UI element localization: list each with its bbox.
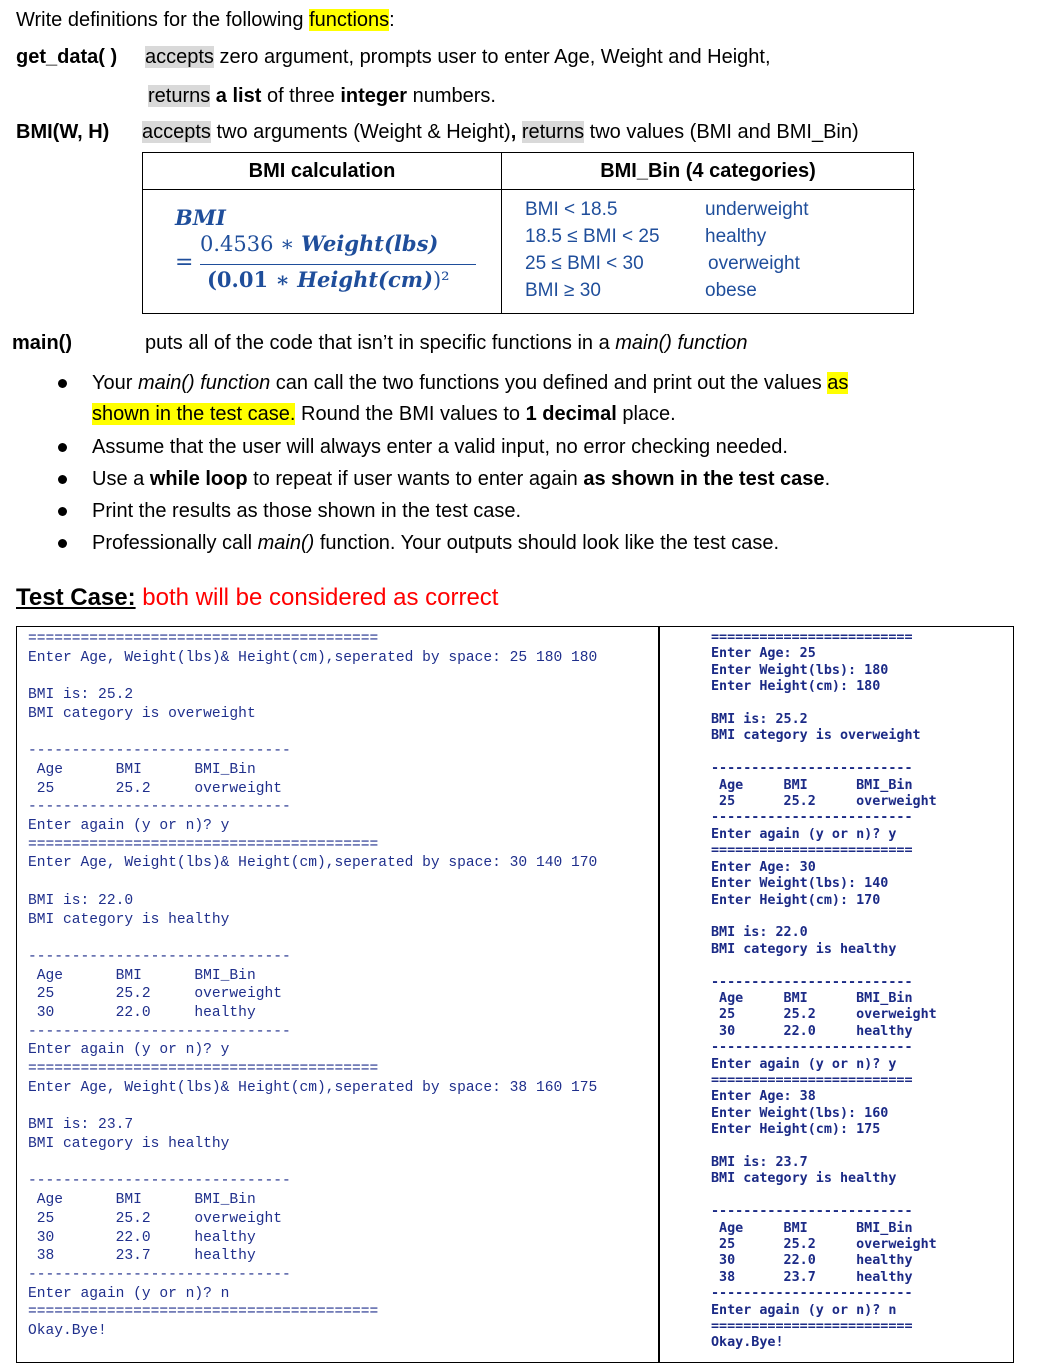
table-header-bin: BMI_Bin (4 categories) <box>501 153 915 190</box>
console-panel-right <box>658 626 1014 1363</box>
bmi-accepts: accepts <box>142 121 211 143</box>
formula-numerator <box>200 231 438 256</box>
bullet-dot <box>58 379 67 388</box>
bmi-returns: returns <box>521 121 585 143</box>
formula-denominator <box>207 267 450 292</box>
bullet-dot <box>58 475 67 484</box>
range-list <box>525 196 660 304</box>
bmi-end: two values (BMI and BMI_Bin) <box>584 121 859 143</box>
get-data-desc2 <box>148 84 496 108</box>
bullet-4: Print the results as those shown in the test case. <box>92 500 522 522</box>
bullet1-d: place. <box>616 403 676 425</box>
bullet-1-line2 <box>92 402 676 426</box>
formula-equals: = <box>175 250 194 275</box>
get-data-desc1 <box>145 45 771 69</box>
main-desc-text: puts all of the code that isn’t in specific functions in a <box>145 332 616 354</box>
get-data-mid: of three <box>261 85 341 107</box>
bullet-dot <box>58 443 67 452</box>
console-left-output: ======================================== Enter Age, Weight(lbs)& Height(cm),seperated by space: 25 180 180 BMI is: 25.2 BMI category is overweight ------------------------------ Age BMI BMI_Bin 25 25.2 overweight ------------------------------ Enter again (y or n)? y ======================================== Enter Age, Weight(lbs)& Height(cm),seperated by space: 30 140 170 BMI is: 22.0 BMI category is healthy ------------------------------ Age BMI BMI_Bin 25 25.2 overweight 30 22.0 healthy ------------------------------ Enter again (y or n)? y ======================================== Enter Age, Weight(lbs)& Height(cm),seperated by space: 38 160 175 BMI is: 23.7 BMI category is healthy ------------------------------ Age BMI BMI_Bin 25 25.2 overweight 30 22.0 healthy 38 23.7 healthy ------------------------------ Enter again (y or n)? n ======================================== Okay.Bye! <box>28 631 598 1340</box>
bullet1-highlight-as: as <box>827 372 849 394</box>
bmi-signature: BMI(W, H) <box>16 121 110 143</box>
formula-den-coef: (0.01 ∗ <box>207 267 298 292</box>
testcase-heading <box>16 583 498 613</box>
bullet1-bold: 1 decimal <box>525 403 617 425</box>
main-desc <box>145 331 748 355</box>
bullet1-c: Round the BMI values to <box>295 403 526 425</box>
bullet3-a: Use a <box>92 468 150 490</box>
bullet1-a: Your <box>92 372 138 394</box>
console-right-output: ========================= Enter Age: 25 Enter Weight(lbs): 180 Enter Height(cm): 180 BMI is: 25.2 BMI category is overweight ------------------------- Age BMI BMI_Bin 25 25.2 overweight ------------------------- Enter again (y or n)? y ========================= Enter Age: 30 Enter Weight(lbs): 140 Enter Height(cm): 170 BMI is: 22.0 BMI category is healthy ------------------------- Age BMI BMI_Bin 25 25.2 overweight 30 22.0 healthy ------------------------- Enter again (y or n)? y ========================= Enter Age: 38 Enter Weight(lbs): 160 Enter Height(cm): 175 BMI is: 23.7 BMI category is healthy ------------------------- Age BMI BMI_Bin 25 25.2 overweight 30 22.0 healthy 38 23.7 healthy ------------------------- Enter again (y or n)? n ========================= Okay.Bye! <box>711 630 937 1351</box>
bmi-mid: two arguments (Weight & Height) <box>210 121 511 143</box>
formula-lhs: BMI <box>175 205 226 230</box>
bullet3-bold: while loop <box>149 468 248 490</box>
bullet3-b: to repeat if user wants to enter again <box>247 468 584 490</box>
category-list <box>705 196 809 304</box>
testcase-note: both will be considered as correct <box>135 584 499 611</box>
bullet-1-line1 <box>92 371 848 395</box>
bmi-comma: , <box>510 121 522 143</box>
bullet-2: Assume that the user will always enter a valid input, no error checking needed. <box>92 436 788 458</box>
bullet5-a: Professionally call <box>92 532 258 554</box>
category-overweight: overweight <box>708 253 800 274</box>
formula-num-coef: 0.4536 ∗ <box>200 232 302 256</box>
range-obese: BMI ≥ 30 <box>525 280 601 301</box>
formula-den-height: Height(cm) <box>297 267 433 292</box>
intro-text: Write definitions for the following <box>16 9 310 31</box>
get-data-returns: returns <box>148 85 211 107</box>
range-underweight: BMI < 18.5 <box>525 199 618 220</box>
bullet5-italic: main() <box>257 532 315 554</box>
bullet1-italic: main() function <box>137 372 271 394</box>
main-signature-line <box>12 331 72 355</box>
formula-num-weight: Weight(lbs) <box>301 231 439 256</box>
bmi-signature-line <box>16 120 109 144</box>
console-panel-left <box>16 626 660 1363</box>
main-signature: main() <box>12 332 72 354</box>
get-data-accepts: accepts <box>145 46 214 68</box>
bullet3-c: . <box>824 468 831 490</box>
table-column-divider <box>501 153 502 313</box>
get-data-end: numbers. <box>407 85 496 107</box>
bullet-5 <box>92 531 779 555</box>
main-desc-italic: main() function <box>615 332 748 354</box>
bullet3-bold2: as shown in the test case <box>583 468 825 490</box>
range-overweight: 25 ≤ BMI < 30 <box>525 253 644 274</box>
bullet-dot <box>58 507 67 516</box>
testcase-label: Test Case: <box>16 584 136 611</box>
bullet1-b: can call the two functions you defined and print out the values <box>270 372 828 394</box>
category-underweight: underweight <box>705 199 809 220</box>
bullet1-highlight: shown in the test case. <box>92 403 296 425</box>
formula-den-square: )² <box>432 268 450 292</box>
get-data-line1 <box>16 45 117 69</box>
table-header-calc: BMI calculation <box>143 153 501 190</box>
category-obese: obese <box>705 280 757 301</box>
range-healthy: 18.5 ≤ BMI < 25 <box>525 226 660 247</box>
get-data-signature: get_data( ) <box>16 46 118 68</box>
bullet5-b: function. Your outputs should look like the test case. <box>314 532 780 554</box>
get-data-integer: integer <box>340 85 408 107</box>
intro-line <box>16 8 395 32</box>
intro-highlight: functions <box>309 9 390 31</box>
formula-fraction-bar <box>200 264 476 265</box>
category-healthy: healthy <box>705 226 767 247</box>
intro-colon: : <box>389 9 395 31</box>
table-header-divider <box>143 189 913 190</box>
bmi-desc <box>142 120 859 144</box>
bullet-3 <box>92 467 830 491</box>
get-data-list: a list <box>210 85 262 107</box>
bullet-dot <box>58 539 67 548</box>
get-data-line1-rest: zero argument, prompts user to enter Age, Weight and Height, <box>213 46 771 68</box>
bmi-table <box>142 152 914 314</box>
